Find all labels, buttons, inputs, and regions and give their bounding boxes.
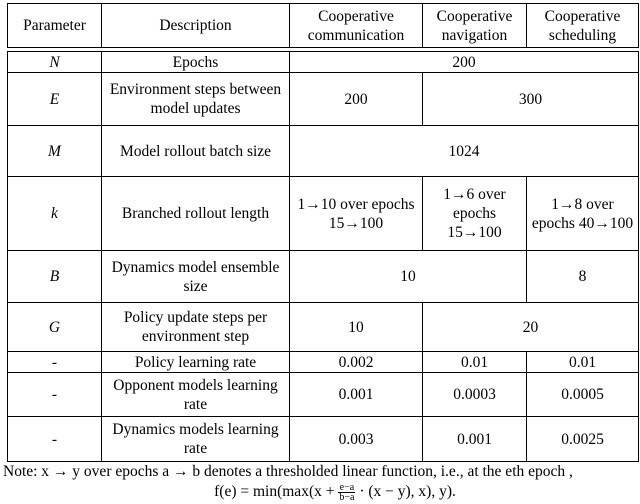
param-cell: - — [8, 352, 102, 373]
param-cell: k — [8, 177, 102, 251]
desc-cell: Model rollout batch size — [102, 126, 290, 177]
table-row — [8, 352, 639, 373]
table-row — [8, 73, 639, 126]
header-scheduling-text: Cooperative scheduling — [544, 7, 621, 44]
value-cell: 1→6 over epochs 15→100 — [423, 177, 527, 251]
formula-prefix: f(e) = min(max(x + — [214, 483, 335, 500]
header-navigation-text: Cooperative navigation — [436, 7, 513, 44]
value-cell: 300 — [423, 73, 639, 126]
formula-fraction — [338, 483, 355, 502]
header-communication — [290, 4, 423, 48]
header-communication-text: Cooperative communication — [307, 7, 405, 44]
header-row — [8, 4, 639, 48]
desc-cell: Policy learning rate — [102, 352, 290, 373]
header-description: Description — [102, 4, 290, 48]
param-cell: N — [8, 52, 102, 73]
header-navigation — [423, 4, 527, 48]
value-cell: 20 — [423, 303, 639, 352]
table-row — [8, 417, 639, 462]
param-cell: - — [8, 373, 102, 417]
param-cell: B — [8, 251, 102, 303]
value-cell: 1024 — [290, 126, 639, 177]
value-cell: 200 — [290, 52, 639, 73]
value-cell: 0.002 — [290, 352, 423, 373]
desc-cell: Environment steps between model updates — [102, 73, 290, 126]
desc-cell: Epochs — [102, 52, 290, 73]
table-row — [8, 303, 639, 352]
value-cell: 1→8 over epochs 40→100 — [527, 177, 639, 251]
table-row — [8, 52, 639, 73]
hyperparameter-table — [7, 3, 639, 462]
header-scheduling — [527, 4, 639, 48]
value-cell: 0.003 — [290, 417, 423, 462]
param-cell: E — [8, 73, 102, 126]
value-cell: 0.0003 — [423, 373, 527, 417]
formula-suffix: · (x − y), x), y). — [359, 483, 456, 500]
table-row — [8, 373, 639, 417]
value-cell: 0.001 — [423, 417, 527, 462]
value-cell: 200 — [290, 73, 423, 126]
param-cell: - — [8, 417, 102, 462]
desc-cell: Dynamics model ensemble size — [102, 251, 290, 303]
param-cell: M — [8, 126, 102, 177]
value-cell: 10 — [290, 251, 527, 303]
header-parameter: Parameter — [8, 4, 102, 48]
value-cell: 8 — [527, 251, 639, 303]
value-cell: 0.01 — [423, 352, 527, 373]
desc-cell: Dynamics models learning rate — [102, 417, 290, 462]
table-row — [8, 251, 639, 303]
desc-cell: Opponent models learning rate — [102, 373, 290, 417]
table-note — [0, 462, 640, 502]
value-cell: 0.01 — [527, 352, 639, 373]
desc-cell: Branched rollout length — [102, 177, 290, 251]
note-formula — [0, 482, 640, 502]
param-cell: G — [8, 303, 102, 352]
note-line-1: Note: x → y over epochs a → b denotes a thresholded linear function, i.e., at the eth epoch , — [3, 463, 573, 480]
desc-cell: Policy update steps per environment step — [102, 303, 290, 352]
value-cell: 1→10 over epochs 15→100 — [290, 177, 423, 251]
fraction-denominator: b−a — [339, 491, 355, 503]
value-cell: 0.0025 — [527, 417, 639, 462]
table-row — [8, 126, 639, 177]
value-cell: 0.001 — [290, 373, 423, 417]
value-cell: 0.0005 — [527, 373, 639, 417]
table-row — [8, 177, 639, 251]
fraction-numerator: e−a — [339, 481, 355, 493]
value-cell: 10 — [290, 303, 423, 352]
